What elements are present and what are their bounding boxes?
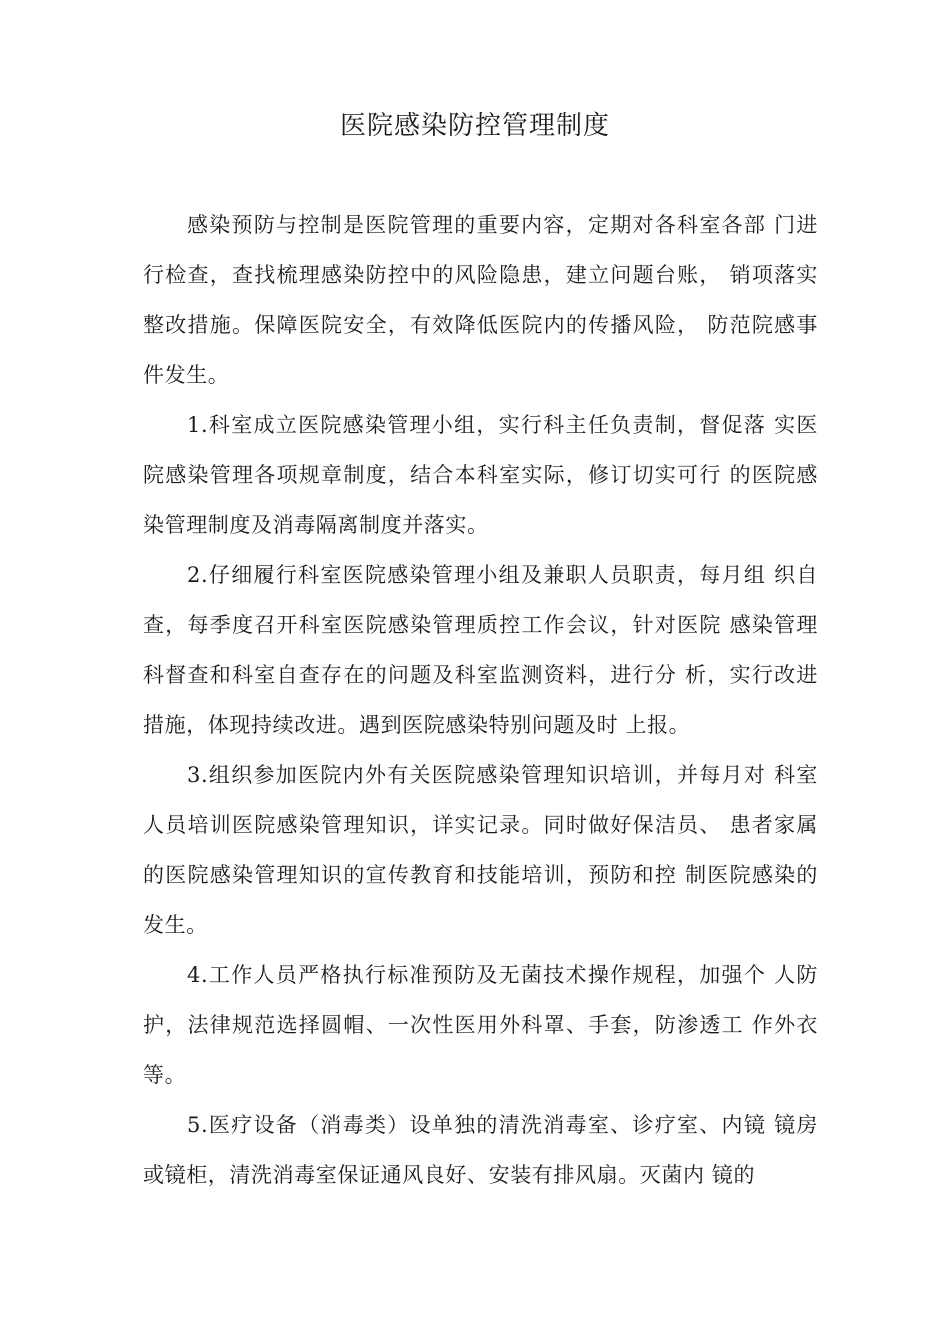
paragraph-item-2: 2.仔细履行科室医院感染管理小组及兼职人员职责，每月组 织自查，每季度召开科室医院感染管理质控工作会议，针对医院 感染管理科督查和科室自查存在的问题及科室监测资料，进行分 析，实行改进措施，体现持续改进。遇到医院感染特别问题及时 上报。 [143,563,818,737]
paragraph-item-1: 1.科室成立医院感染管理小组，实行科主任负责制，督促落 实医院感染管理各项规章制度，结合本科室实际，修订切实可行 的医院感染管理制度及消毒隔离制度并落实。 [143,413,818,537]
paragraph-item-4: 4.工作人员严格执行标准预防及无菌技术操作规程，加强个 人防护，法律规范选择圆帽、一次性医用外科罩、手套，防渗透工 作外衣等。 [143,963,818,1087]
document-body [143,200,818,1200]
paragraph-item-3: 3.组织参加医院内外有关医院感染管理知识培训，并每月对 科室人员培训医院感染管理知识，详实记录。同时做好保洁员、 患者家属的医院感染管理知识的宣传教育和技能培训，预防和控 制医院感染的发生。 [143,763,818,937]
paragraph-item-5: 5.医疗设备（消毒类）设单独的清洗消毒室、诊疗室、内镜 镜房或镜柜，清洗消毒室保证通风良好、安装有排风扇。灭菌内 镜的 [143,1113,818,1187]
paragraph-intro: 感染预防与控制是医院管理的重要内容，定期对各科室各部 门进行检查，查找梳理感染防控中的风险隐患，建立问题台账， 销项落实整改措施。保障医院安全，有效降低医院内的传播风险， 防范院感事件发生。 [143,213,818,387]
document-title: 医院感染防控管理制度 [339,111,610,141]
